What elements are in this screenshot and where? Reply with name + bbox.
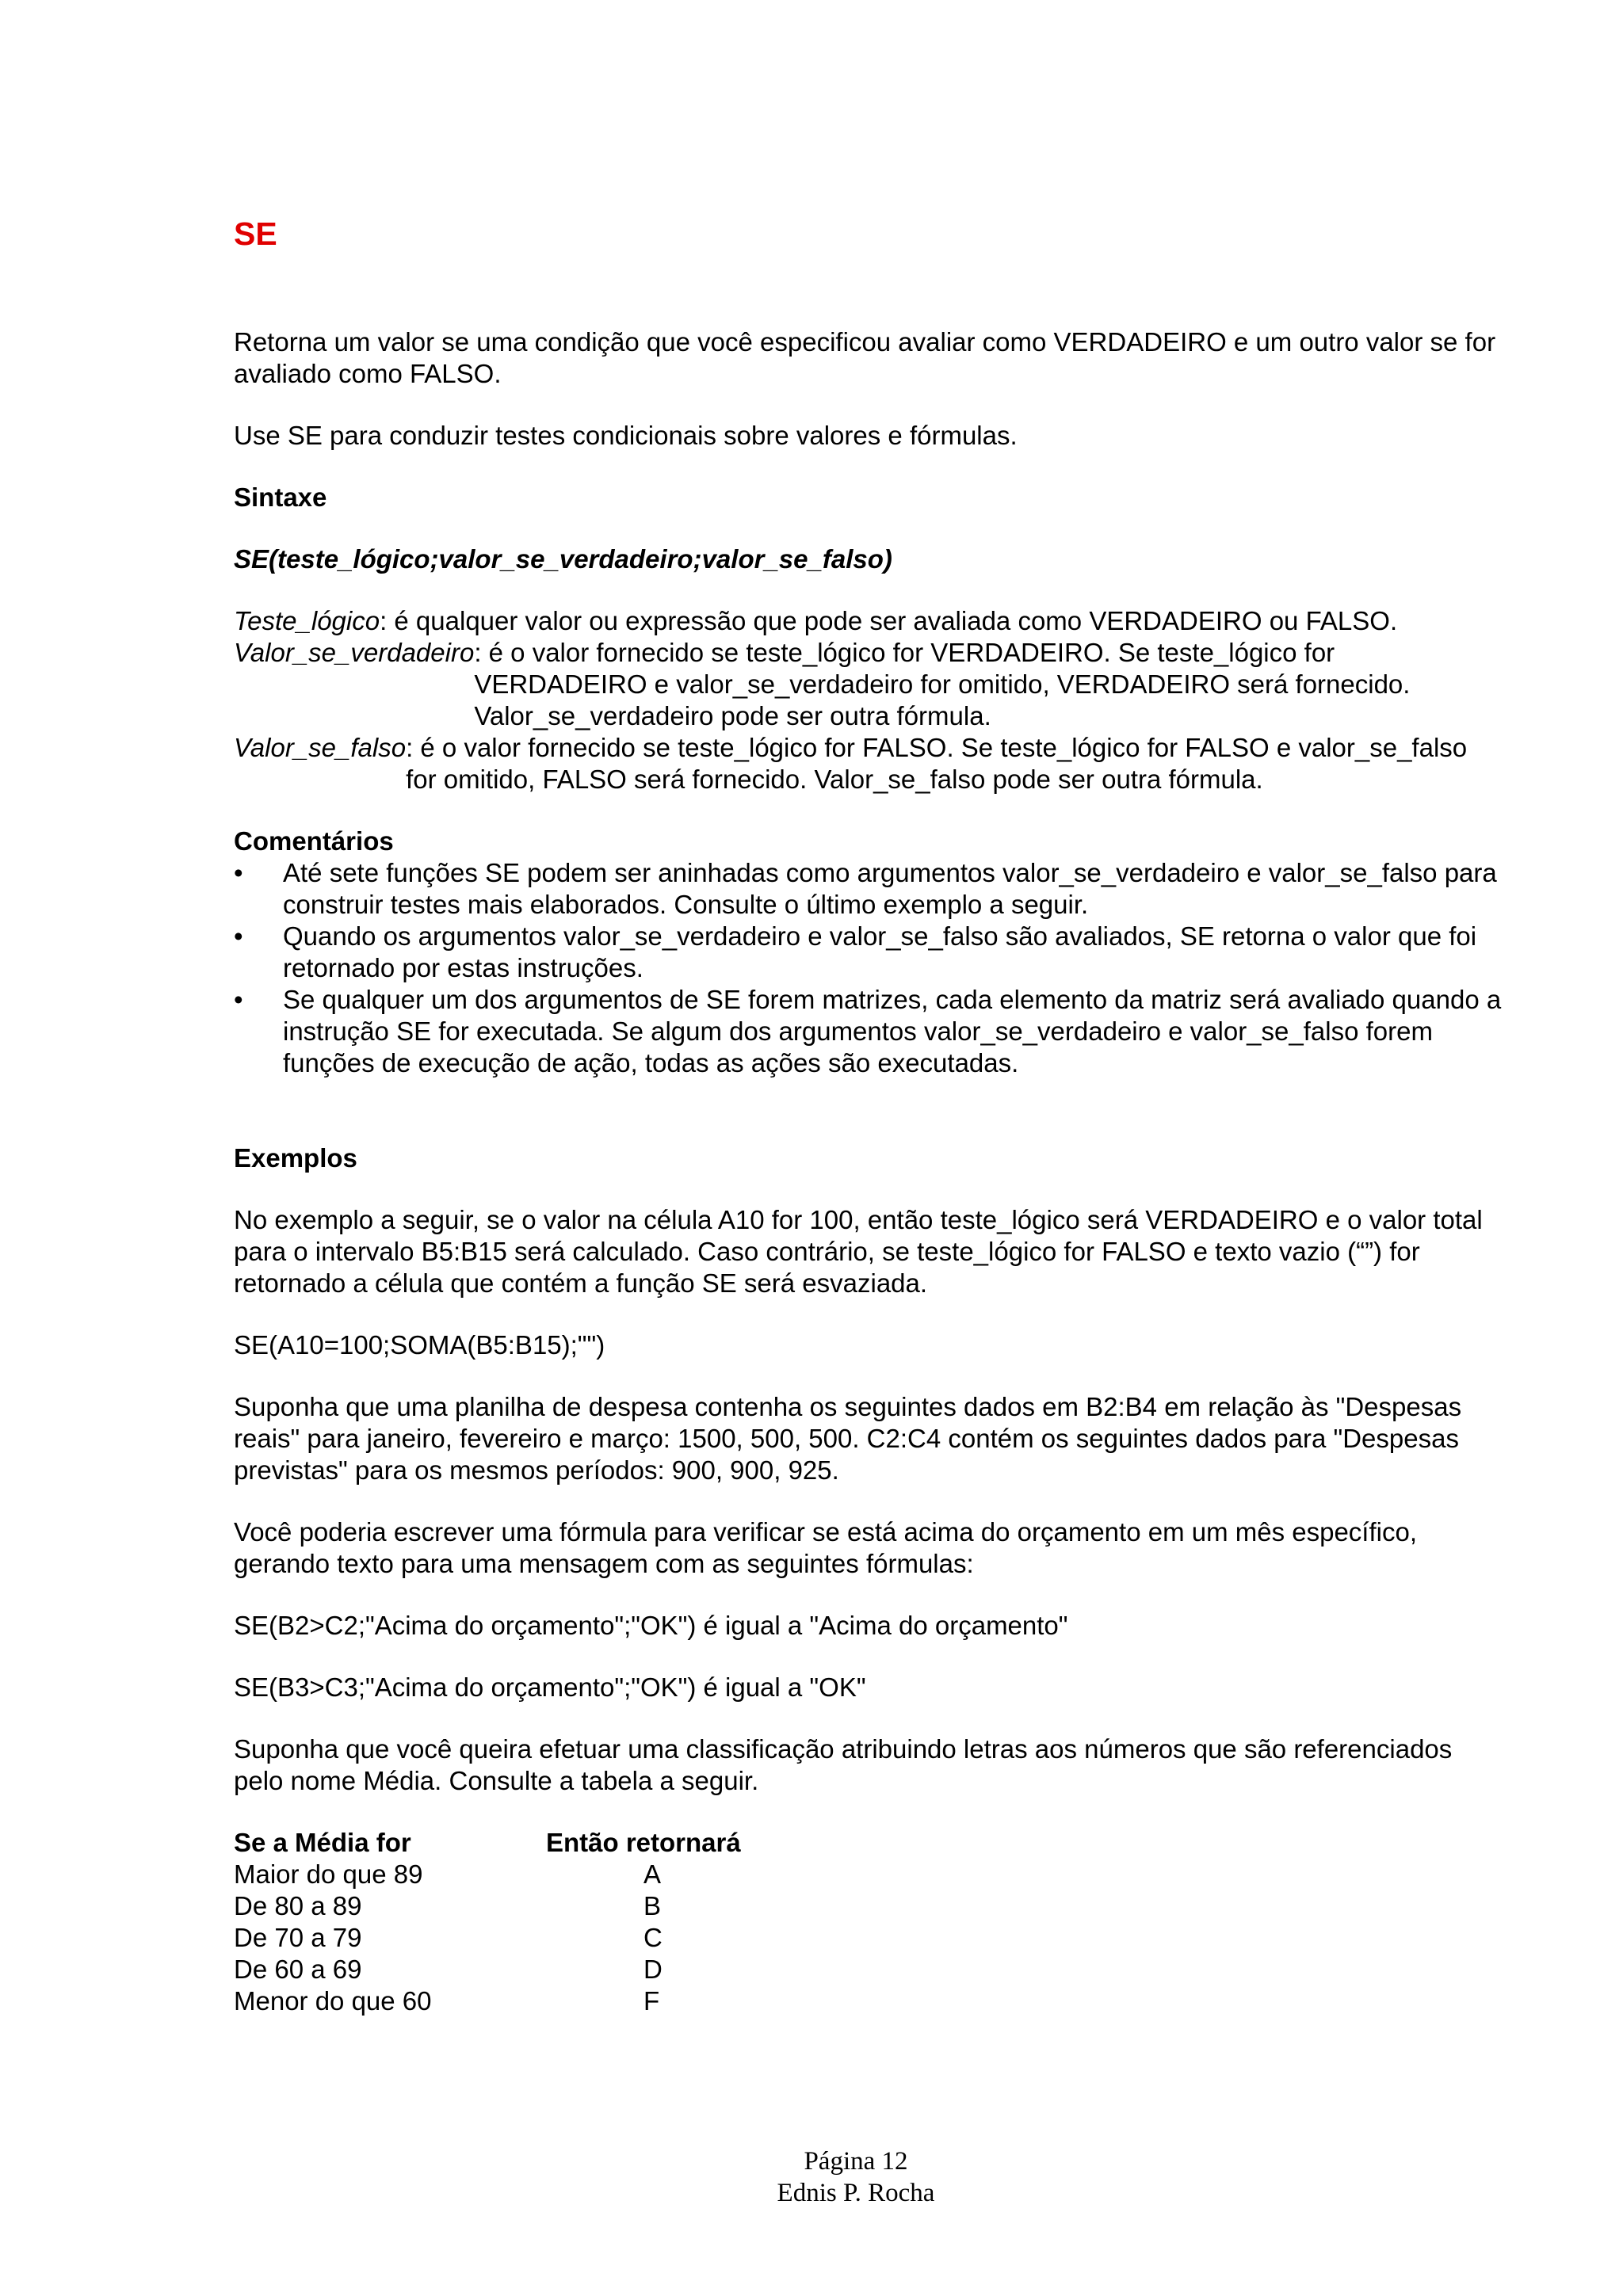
example-formula: SE(A10=100;SOMA(B5:B15);"") — [234, 1330, 605, 1360]
bullet-icon: • — [234, 858, 243, 887]
table-cell: A — [643, 1859, 662, 1889]
syntax-heading: Sintaxe — [234, 482, 327, 512]
table-header-row — [234, 1827, 784, 1859]
table-cell: F — [643, 1986, 660, 2016]
example-paragraph: No exemplo a seguir, se o valor na célula A10 for 100, então teste_lógico será VERDADEIRO e o valor total para o intervalo B5:B15 será calculado. Caso contrário, se teste_lógico for FALSO e texto vazio (“”) for retornado a célula que contém a função SE será esvaziada. — [234, 1205, 1483, 1298]
arguments-list — [234, 605, 1502, 795]
example-paragraph: Suponha que uma planilha de despesa contenha os seguintes dados em B2:B4 em relação às "Despesas reais" para janeiro, fevereiro e março: 1500, 500, 500. C2:C4 contém os seguintes dados para "Despesas previstas" para os mesmos períodos: 900, 900, 925. — [234, 1392, 1462, 1485]
comments-list — [234, 857, 1502, 1079]
page-content — [234, 214, 1502, 2017]
table-cell: De 80 a 89 — [234, 1891, 362, 1920]
argument-item — [234, 605, 1502, 637]
argument-item — [234, 732, 1502, 795]
grade-table — [234, 1827, 784, 2017]
table-header: Se a Média for — [234, 1828, 411, 1857]
argument-description: : é o valor fornecido se teste_lógico for VERDADEIRO. Se teste_lógico for VERDADEIRO e valor_se_verdadeiro for omitido, VERDADEIRO será fornecido. Valor_se_verdadeiro pode ser outra fórmula. — [474, 638, 1411, 730]
argument-item — [234, 637, 1502, 732]
comment-text: Quando os argumentos valor_se_verdadeiro e valor_se_falso são avaliados, SE retorna o valor que foi retornado por estas instruções. — [283, 921, 1477, 982]
table-cell: D — [643, 1955, 663, 1984]
table-cell: De 60 a 69 — [234, 1955, 362, 1984]
syntax-formula: SE(teste_lógico;valor_se_verdadeiro;valor_se_falso) — [234, 544, 892, 574]
table-row — [234, 1890, 784, 1922]
list-item — [234, 984, 1502, 1079]
usage-paragraph: Use SE para conduzir testes condicionais sobre valores e fórmulas. — [234, 421, 1018, 450]
bullet-icon: • — [234, 921, 243, 951]
argument-description: : é qualquer valor ou expressão que pode ser avaliada como VERDADEIRO ou FALSO. — [380, 606, 1398, 635]
table-row — [234, 1859, 784, 1890]
table-cell: B — [643, 1891, 662, 1920]
example-paragraph: Você poderia escrever uma fórmula para verificar se está acima do orçamento em um mês específico, gerando texto para uma mensagem com as seguintes fórmulas: — [234, 1517, 1417, 1578]
table-cell: Maior do que 89 — [234, 1859, 423, 1889]
intro-paragraph: Retorna um valor se uma condição que você especificou avaliar como VERDADEIRO e um outro valor se for avaliado como FALSO. — [234, 327, 1496, 388]
example-formula: SE(B3>C3;"Acima do orçamento";"OK") é igual a "OK" — [234, 1672, 866, 1702]
table-row — [234, 1954, 784, 1985]
table-cell: C — [643, 1923, 663, 1952]
list-item — [234, 921, 1502, 984]
argument-name: Valor_se_falso — [234, 733, 407, 762]
table-cell: De 70 a 79 — [234, 1923, 362, 1952]
example-formula: SE(B2>C2;"Acima do orçamento";"OK") é igual a "Acima do orçamento" — [234, 1611, 1068, 1640]
argument-description: : é o valor fornecido se teste_lógico for FALSO. Se teste_lógico for FALSO e valor_se_falso for omitido, FALSO será fornecido. Valor_se_falso pode ser outra fórmula. — [406, 733, 1468, 794]
comment-text: Até sete funções SE podem ser aninhadas como argumentos valor_se_verdadeiro e valor_se_falso para construir testes mais elaborados. Consulte o último exemplo a seguir. — [283, 858, 1497, 919]
list-item — [234, 857, 1502, 921]
comments-heading: Comentários — [234, 826, 394, 856]
examples-heading: Exemplos — [234, 1143, 357, 1173]
argument-name: Teste_lógico — [234, 606, 380, 635]
bullet-icon: • — [234, 985, 243, 1014]
argument-name: Valor_se_verdadeiro — [234, 638, 475, 667]
page-footer — [0, 2145, 1623, 2209]
table-row — [234, 1985, 784, 2017]
table-row — [234, 1922, 784, 1954]
example-paragraph: Suponha que você queira efetuar uma classificação atribuindo letras aos números que são referenciados pelo nome Média. Consulte a tabela a seguir. — [234, 1734, 1453, 1795]
page-title: SE — [234, 215, 277, 252]
table-header: Então retornará — [546, 1828, 741, 1857]
table-cell: Menor do que 60 — [234, 1986, 432, 2016]
footer-author: Ednis P. Rocha — [777, 2179, 935, 2207]
page-number: Página 12 — [804, 2147, 908, 2176]
comment-text: Se qualquer um dos argumentos de SE forem matrizes, cada elemento da matriz será avaliado quando a instrução SE for executada. Se algum dos argumentos valor_se_verdadeiro e valor_se_falso forem funções de execução de ação, todas as ações são executadas. — [283, 985, 1502, 1077]
